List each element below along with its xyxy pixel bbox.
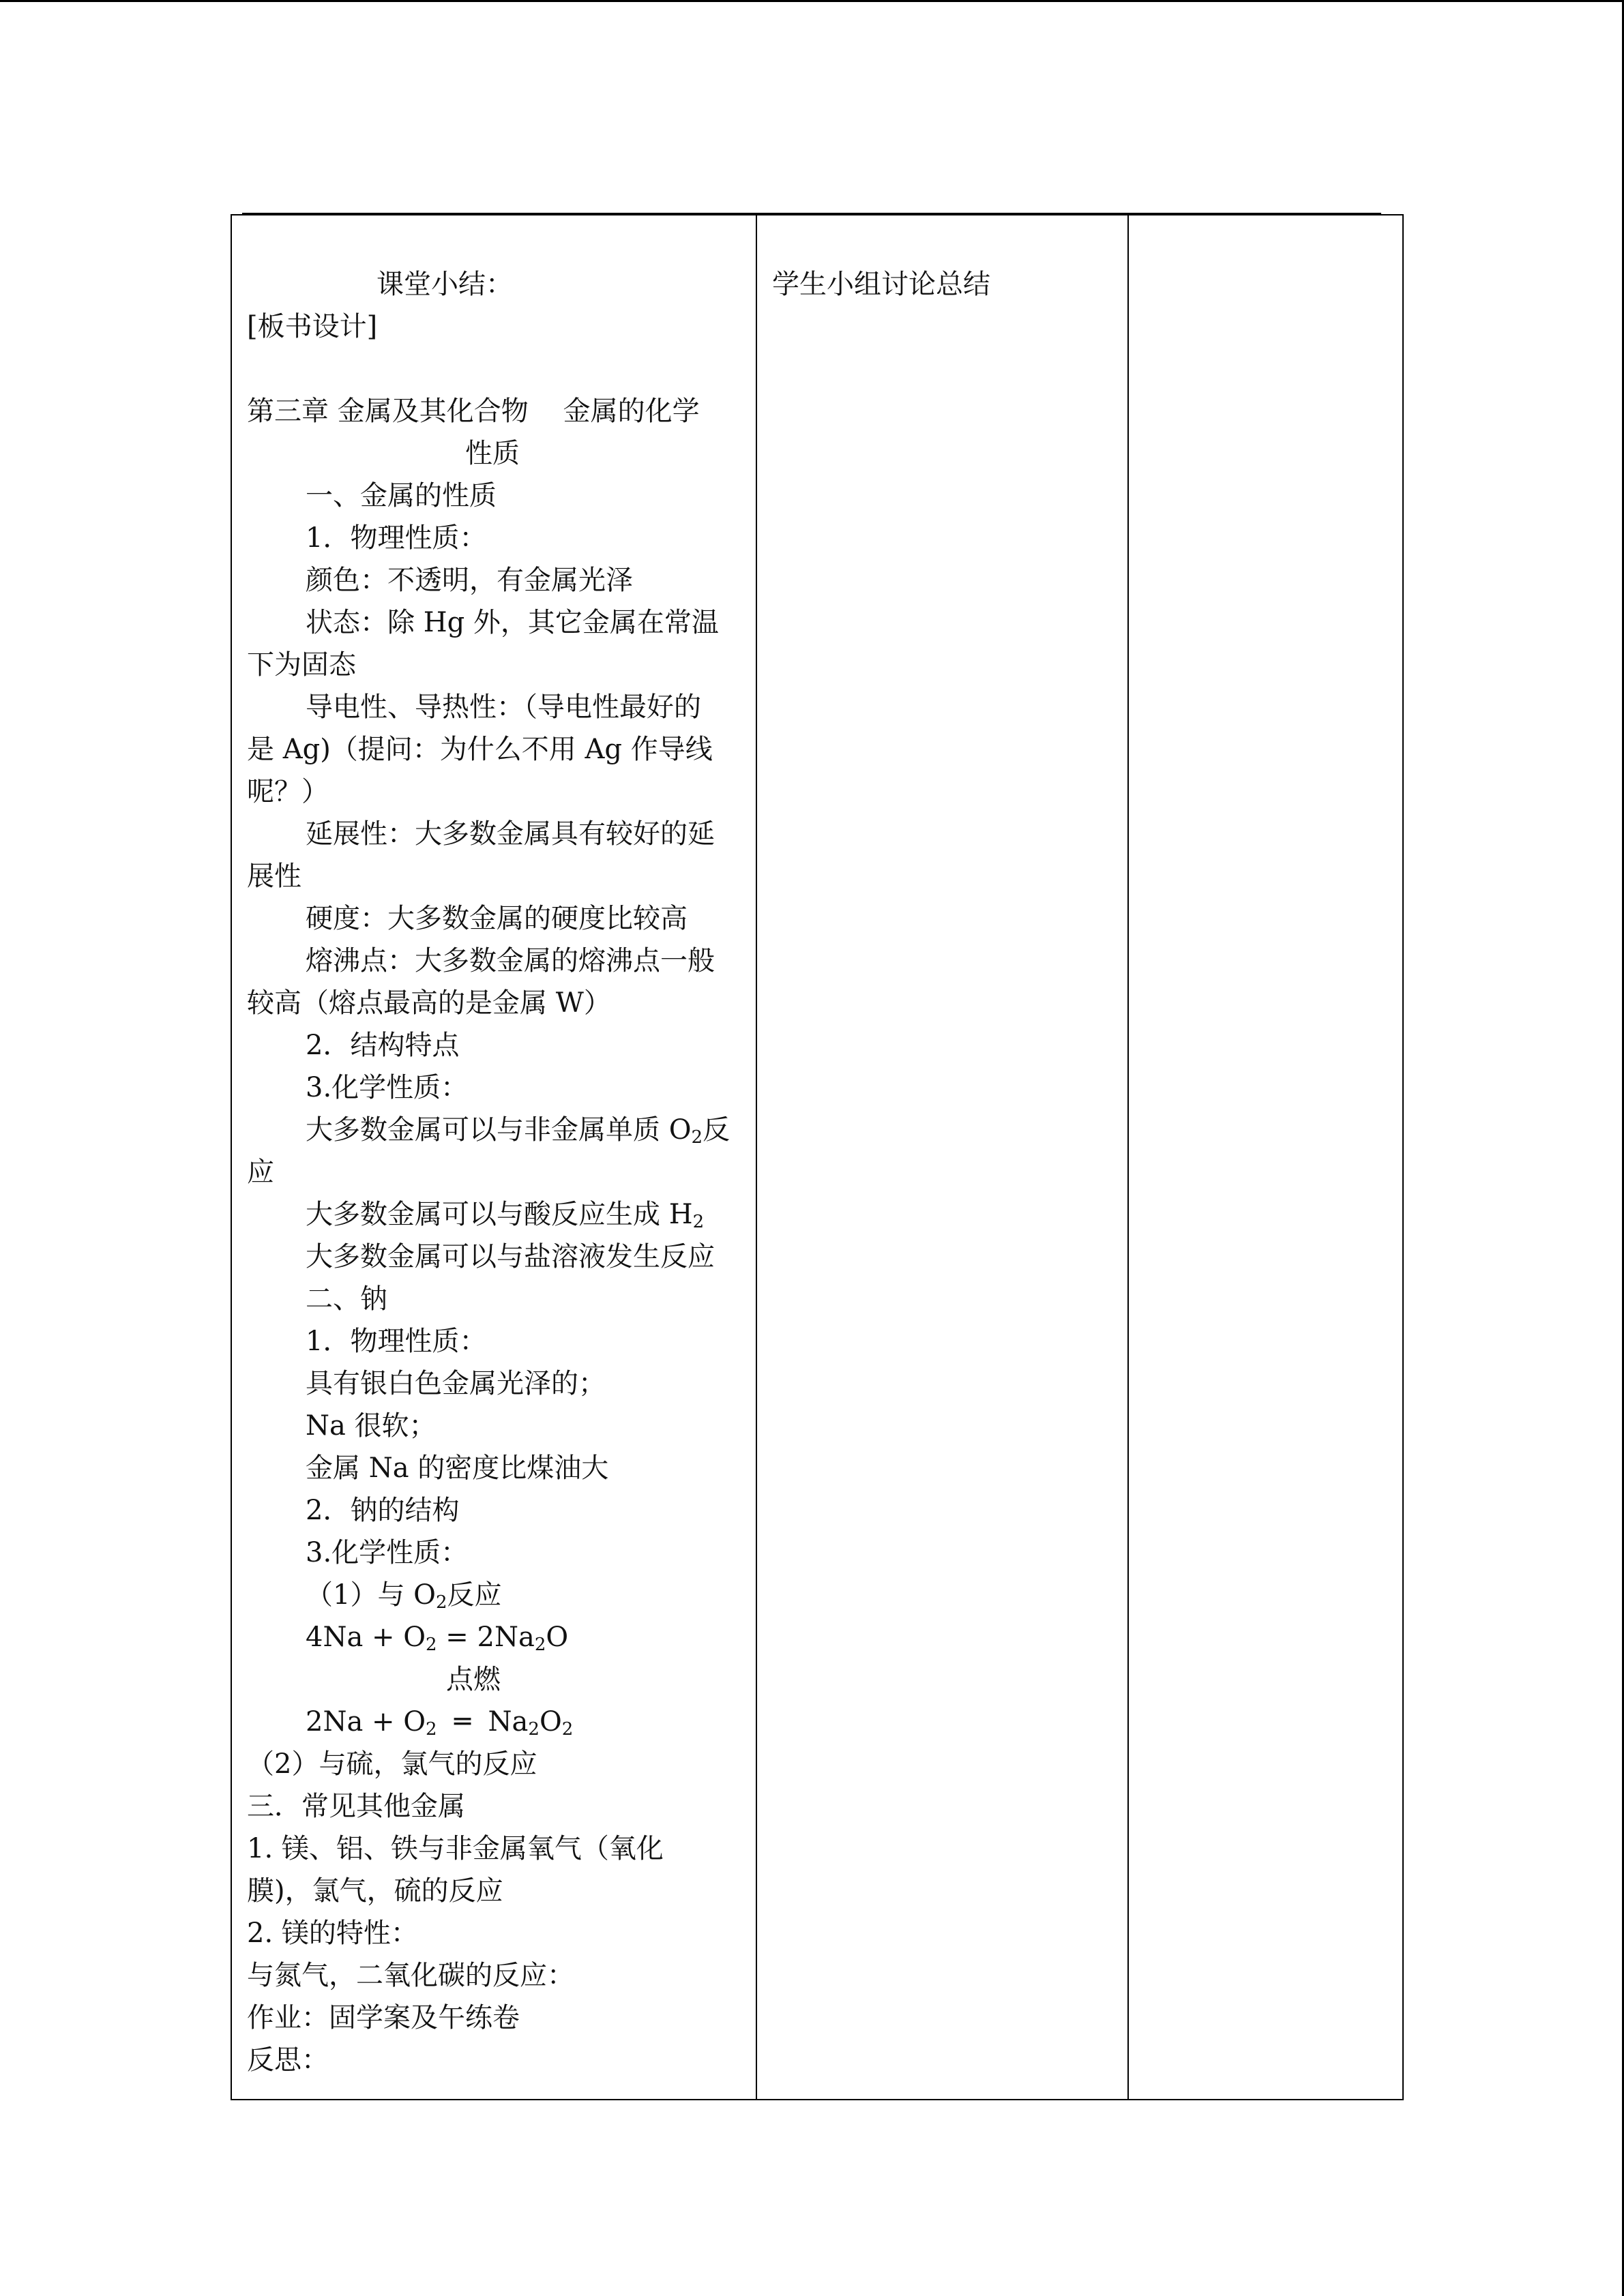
section-3-item-2: 2. 镁的特性： (247, 1918, 418, 1949)
chemical-properties-heading: 3.化学性质： (306, 1072, 469, 1103)
state-line: 状态：除 Hg 外，其它金属在常温 (306, 607, 719, 638)
table-row (231, 215, 1403, 2100)
summary-heading: 课堂小结： (377, 269, 513, 300)
lesson-plan-table (231, 214, 1404, 2100)
react-acid-line: 大多数金属可以与酸反应生成 $H_2$ (306, 1199, 705, 1232)
section-3-title: 三．常见其他金属 (247, 1791, 465, 1822)
equation-2: $2Na + O_2$ ═ $Na_2O_2$ (306, 1706, 574, 1740)
conductivity-line-3: 呢？） (247, 776, 329, 807)
melting-point-line: 熔沸点：大多数金属的熔沸点一般 (306, 945, 715, 976)
section-2-title: 二、钠 (306, 1283, 387, 1315)
react-o2-line-cont: 应 (247, 1157, 274, 1188)
react-o2-line: 大多数金属可以与非金属单质 $O_2$反 (306, 1114, 730, 1148)
teacher-content-cell (231, 215, 756, 2100)
melting-point-line-cont: 较高（熔点最高的是金属 W） (247, 987, 611, 1019)
chapter-title: 第三章 金属及其化合物 金属的化学 (247, 396, 700, 427)
na-physical-heading: 1．物理性质： (306, 1326, 487, 1357)
na-density-line: 金属 Na 的密度比煤油大 (306, 1452, 609, 1484)
notes-cell (1128, 215, 1403, 2100)
section-3-item-1: 1. 镁、铝、铁与非金属氧气（氧化 (247, 1833, 664, 1864)
color-line: 颜色：不透明，有金属光泽 (306, 565, 633, 596)
mg-reaction-line: 与氮气，二氧化碳的反应： (247, 1960, 574, 1991)
na-soft-line: Na 很软； (306, 1410, 437, 1442)
section-3-item-1-cont: 膜)，氯气，硫的反应 (247, 1875, 503, 1907)
hardness-line: 硬度：大多数金属的硬度比较高 (306, 903, 688, 934)
page-top-border (0, 0, 1624, 2)
na-o2-line: （1）与 $O_2$反应 (306, 1579, 502, 1613)
ductility-line: 延展性：大多数金属具有较好的延 (306, 818, 715, 850)
board-design-label: [板书设计] (247, 311, 378, 342)
state-line-cont: 下为固态 (247, 649, 356, 681)
na-chemical-heading: 3.化学性质： (306, 1537, 469, 1568)
conductivity-line: 导电性、导热性：（导电性最好的 (306, 691, 701, 723)
student-activity-text: 学生小组讨论总结 (772, 269, 990, 300)
na-sulfur-line: （2）与硫，氯气的反应 (247, 1748, 537, 1780)
na-structure-line: 2．钠的结构 (306, 1495, 460, 1526)
ductility-line-cont: 展性 (247, 861, 301, 892)
ignite-condition: 点燃 (446, 1664, 501, 1695)
section-1-title: 一、金属的性质 (306, 480, 497, 511)
chapter-title-cont: 性质 (465, 438, 520, 469)
physical-properties-heading: 1．物理性质： (306, 522, 487, 554)
structure-line: 2．结构特点 (306, 1030, 460, 1061)
reflection-line: 反思： (247, 2044, 329, 2076)
homework-line: 作业：固学案及午练卷 (247, 2002, 520, 2033)
student-activity-cell (756, 215, 1128, 2100)
na-silver-line: 具有银白色金属光泽的； (306, 1368, 606, 1399)
equation-1: $4Na + O_2 = 2Na_2O$ (306, 1622, 569, 1655)
react-salt-line: 大多数金属可以与盐溶液发生反应 (306, 1241, 715, 1272)
conductivity-line-2: 是 Ag)（提问：为什么不用 Ag 作导线 (247, 734, 713, 765)
